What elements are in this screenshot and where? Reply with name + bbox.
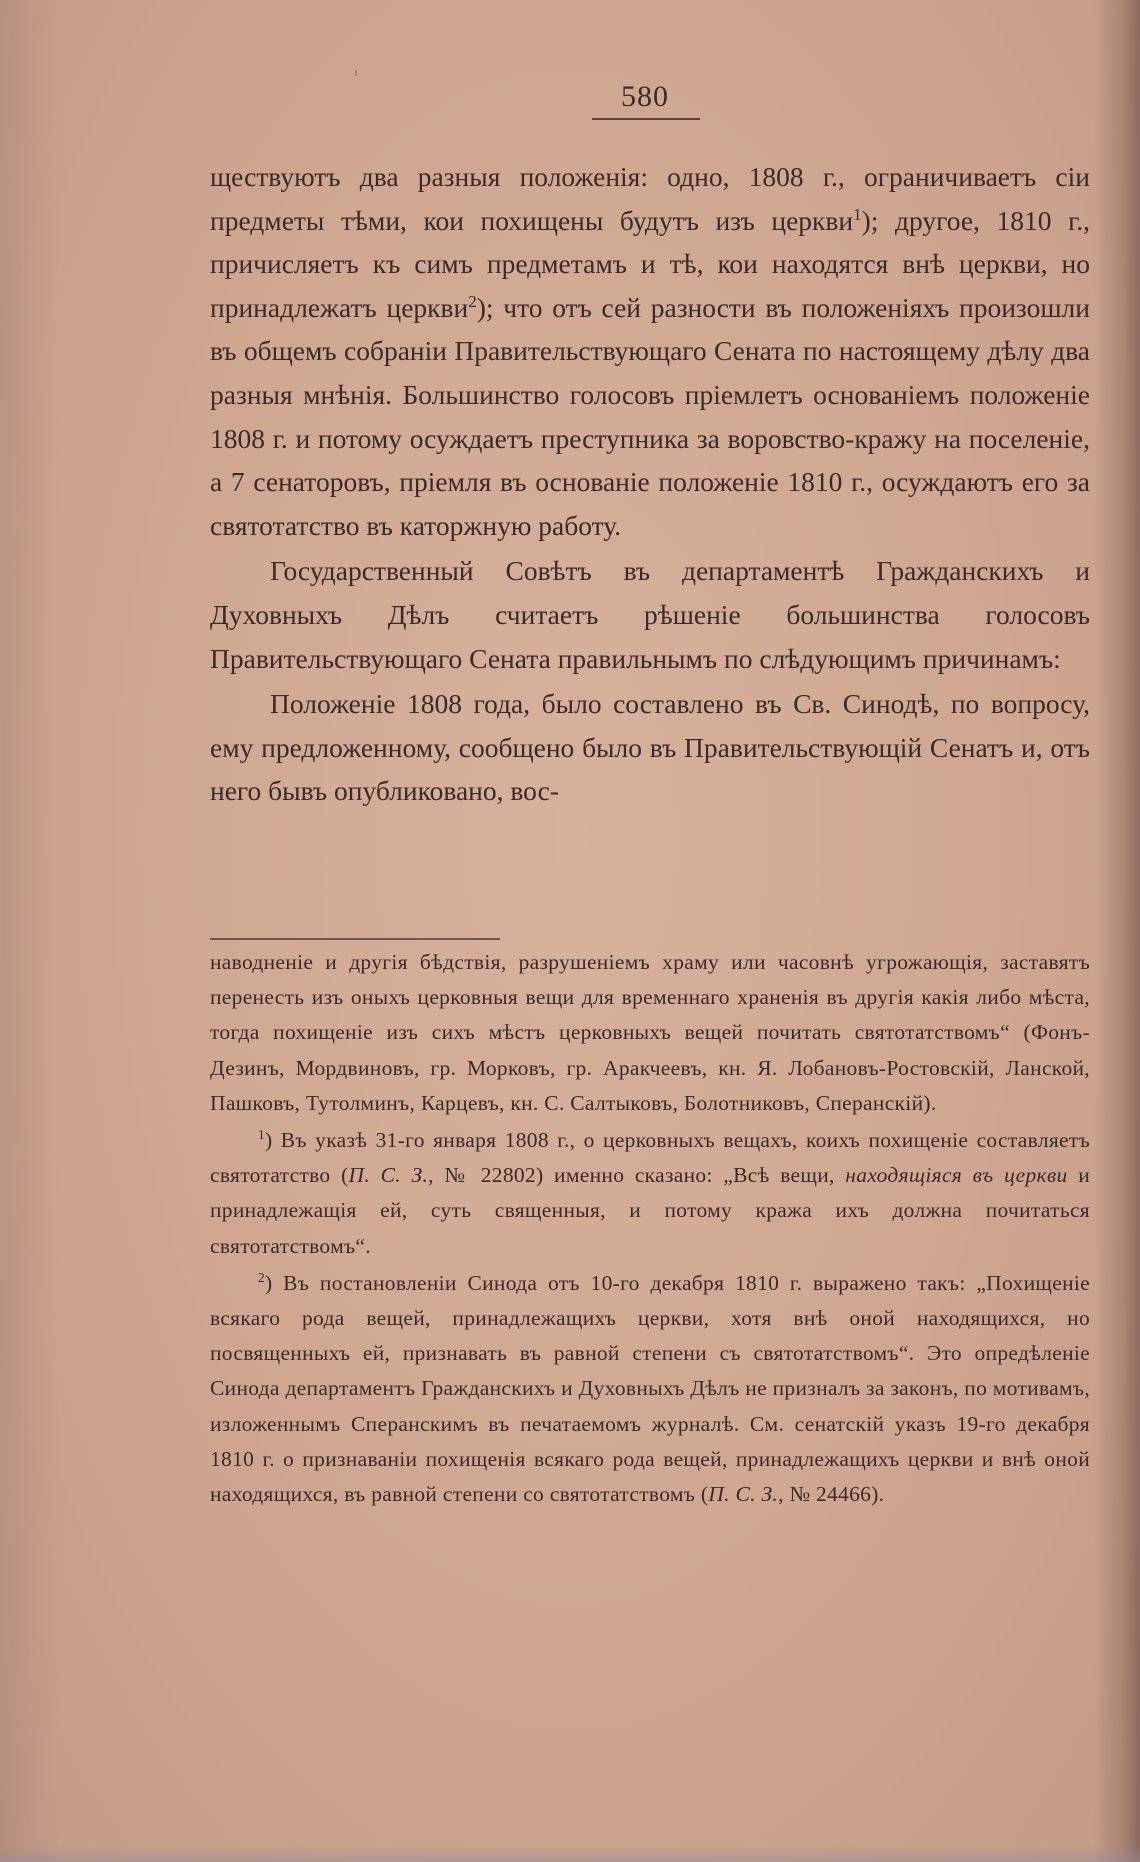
footnote-2-source: П. С. З. bbox=[708, 1482, 779, 1507]
footnote-1-mark: 1 bbox=[258, 1126, 265, 1142]
paragraph-3: Положеніе 1808 года, было составлено въ Св. Синодѣ, по вопросу, ему предложенному, сообщено было въ Правительствующій Сенатъ и, отъ него бывъ опубликовано, вос- bbox=[210, 688, 1090, 807]
footnote-continuation: наводненіе и другія бѣдствія, разрушеніемъ храму или часовнѣ угрожающія, заставятъ перенесть изъ оныхъ церковныя вещи для временнаго храненія въ другія какія либо мѣста, тогда похищеніе изъ сихъ мѣстъ церковныхъ вещей почитать святотатствомъ“ (Фонъ-Дезинъ, Мордвиновъ, гр. Морковъ, гр. Аракчеевъ, кн. Я. Лобановъ-Ростовскій, Ланской, Пашковъ, Тутолминъ, Карцевъ, кн. С. Салтыковъ, Болотниковъ, Сперанскій). bbox=[210, 950, 1090, 1115]
footnote-2-text-b: , № 24466). bbox=[778, 1482, 885, 1507]
page-number-rule bbox=[592, 118, 700, 120]
paragraph-1-text-c: ); что отъ сей разности въ положеніяхъ произошли въ общемъ собраніи Правительствующаго Сената по настоящему дѣлу два разныя мнѣнія. Большинство голосовъ пріемлетъ основаніемъ положеніе 1808 г. и потому осуждаетъ преступника за воровство-кражу на поселеніе, а 7 сенаторовъ, пріемля въ основаніе положеніе 1810 г., осуждаютъ его за святотатство въ каторжную работу. bbox=[210, 291, 1090, 541]
page-shadow-right bbox=[1094, 0, 1140, 1862]
footnote-ref-2: 2 bbox=[468, 291, 477, 311]
page-edge-bottom bbox=[0, 1846, 1140, 1862]
paragraph-1 bbox=[210, 155, 1090, 547]
ink-speck bbox=[355, 70, 357, 76]
paragraph-2: Государственный Совѣтъ въ департаментѣ Гражданскихъ и Духовныхъ Дѣлъ считаетъ рѣшеніе большинства голосовъ Правительствующаго Сената правильнымъ по слѣдующимъ причинамъ: bbox=[210, 555, 1090, 674]
footnote-1-text-b: , № 22802) именно сказано: „Всѣ вещи, bbox=[428, 1163, 846, 1188]
footnote-ref-1: 1 bbox=[853, 204, 862, 224]
footnotes bbox=[210, 945, 1090, 1512]
footnote-separator bbox=[210, 938, 500, 940]
footnote-2-text-a: ) Въ постановленіи Синода отъ 10-го декабря 1810 г. выражено такъ: „Похищеніе всякаго рода вещей, принадлежащихъ церкви, хотя внѣ оной находящихся, но посвященныхъ ей, признавать въ равной степени съ святотатствомъ“. Это опредѣленіе Синода департаментъ Гражданскихъ и Духовныхъ Дѣлъ не призналъ за законъ, по мотивамъ, изложеннымъ Сперанскимъ въ печатаемомъ журналѣ. См. сенатскій указъ 19-го декабря 1810 г. о признаваніи похищенія всякаго рода вещей, принадлежащихъ церкви и внѣ оной находящихся, въ равной степени со святотатствомъ ( bbox=[210, 1270, 1090, 1507]
footnote-1-quote-italic: находящіяся въ церкви bbox=[845, 1163, 1068, 1188]
main-text bbox=[210, 155, 1090, 813]
footnote-2 bbox=[210, 1266, 1090, 1512]
page-number: 580 bbox=[621, 80, 669, 113]
footnote-1 bbox=[210, 1123, 1090, 1264]
footnote-1-source: П. С. З. bbox=[348, 1163, 429, 1188]
footnote-1-text-c: и принадлежащія ей, суть священныя, и потому кража ихъ должна почитаться святотатствомъ“. bbox=[210, 1163, 1091, 1258]
paragraph-1-text-a: ществуютъ два разныя положенія: одно, 1808 г., ограничиваетъ сіи предметы тѣми, кои похищены будутъ изъ церкви bbox=[210, 161, 1090, 236]
page-shadow-left bbox=[0, 0, 60, 1862]
paragraph-1-text-b: ); другое, 1810 г., причисляетъ къ симъ предметамъ и тѣ, кои находятся внѣ церкви, но принадлежатъ церкви bbox=[210, 204, 1090, 323]
footnote-2-mark: 2 bbox=[258, 1269, 265, 1285]
footnote-1-text-a: ) Въ указѣ 31-го января 1808 г., о церковныхъ вещахъ, коихъ похищеніе составляетъ святотатство ( bbox=[210, 1128, 1090, 1188]
